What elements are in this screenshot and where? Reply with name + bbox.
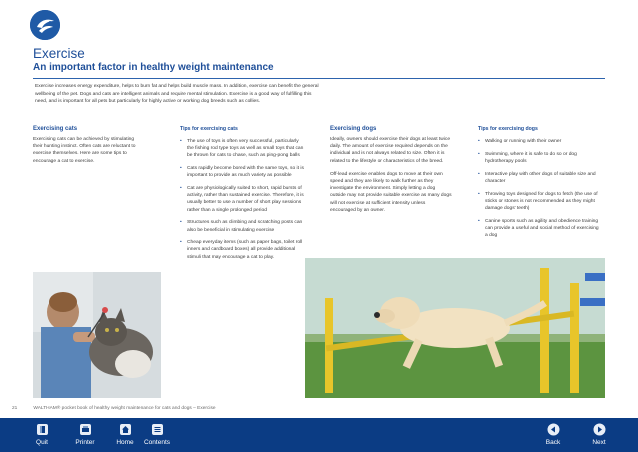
contents-button[interactable] xyxy=(140,418,174,452)
intro-paragraph: Exercise increases energy expenditure, helps to burn fat and helps build muscle mass. In addition, exercise can benefit the general wellbeing of the pet. Dogs and cats are intelligent animals and require mental stimulation. Exercise is a good way of fulfilling this need, and is important for all pets but particularly for highly active or working dog breeds such as collies. xyxy=(35,84,319,105)
quit-button[interactable] xyxy=(32,418,52,452)
exercising-dogs-section xyxy=(330,125,452,220)
tips-cats-heading: Tips for exercising cats xyxy=(180,126,238,132)
bottom-navigation-bar xyxy=(0,418,638,452)
contents-label: Contents xyxy=(143,439,171,446)
list-item: • Structures such as climbing and scratching posts can also be beneficial in stimulating exercise xyxy=(180,219,304,233)
page-subtitle: An important factor in healthy weight maintenance xyxy=(33,62,274,73)
home-label: Home xyxy=(116,439,134,446)
tips-dogs-section xyxy=(478,125,602,245)
footer-text: WALTHAM® pocket book of healthy weight maintenance for cats and dogs – Exercise xyxy=(33,406,216,411)
tips-dogs-list xyxy=(478,138,602,239)
tips-cats-section xyxy=(180,125,304,266)
exercising-cats-heading: Exercising cats xyxy=(33,126,78,132)
back-label: Back xyxy=(545,439,561,446)
home-icon xyxy=(119,423,132,436)
back-button[interactable] xyxy=(540,418,566,452)
printer-icon xyxy=(79,423,92,436)
contents-icon xyxy=(151,423,164,436)
quit-icon xyxy=(36,423,49,436)
page-number: 21 xyxy=(12,406,18,411)
exercising-cats-text: Exercising cats can be achieved by stimulating their hunting instinct. Often cats are reluctant to exercise themselves. Here are some tips to encourage a cat to exercise. xyxy=(33,137,136,164)
page-title: Exercise xyxy=(33,46,85,61)
list-item: • Swimming, where it is safe to do so or dog hydrotherapy pools xyxy=(478,151,602,165)
fish-swirl-logo-icon xyxy=(30,10,60,40)
next-button[interactable] xyxy=(586,418,612,452)
list-item: • Interactive play with other dogs of suitable size and character xyxy=(478,171,602,185)
next-arrow-icon xyxy=(593,423,606,436)
cat-playing-photo xyxy=(33,272,161,398)
list-item: • The use of toys is often very successful, particularly the fishing rod type toys as well as small toys that can be thrown for cats to chase, such as ping-pong balls xyxy=(180,138,304,160)
exercising-cats-section xyxy=(33,125,138,171)
printer-label: Printer xyxy=(75,439,95,446)
list-item: • Throwing toys designed for dogs to fetch (the use of sticks or stones is not recommended as they might damage dogs' teeth) xyxy=(478,191,602,213)
home-button[interactable] xyxy=(112,418,138,452)
exercising-dogs-heading: Exercising dogs xyxy=(330,126,377,132)
list-item: • Cats rapidly become bored with the same toys, so it is important to provide as much variety as possible xyxy=(180,165,304,179)
list-item: • Cheap everyday items (such as paper bags, toilet roll inners and cardboard boxes) all provide additional stimuli that may encourage a cat to play. xyxy=(180,239,304,261)
tips-dogs-heading: Tips for exercising dogs xyxy=(478,126,538,132)
list-item: • Canine sports such as agility and obedience training can provide a useful and social method of exercising a dog xyxy=(478,218,602,240)
next-label: Next xyxy=(592,439,606,446)
printer-button[interactable] xyxy=(70,418,100,452)
list-item: • Walking or running with their owner xyxy=(478,138,602,145)
exercising-dogs-paragraph: Off-lead exercise enables dogs to move at their own speed and they are likely to walk further as they investigate the environment. Simply letting a dog outside may not provide suitable exercise as many dogs will not exercise at sufficient intensity unless encouraged by an owner. xyxy=(330,171,452,213)
quit-label: Quit xyxy=(36,439,48,446)
dog-agility-photo xyxy=(305,258,605,398)
header-divider xyxy=(33,78,605,79)
tips-cats-list xyxy=(180,138,304,261)
footer xyxy=(12,406,216,411)
exercising-dogs-paragraph: Ideally, owners should exercise their dogs at least twice daily. The amount of exercise required depends on the individual and is not always related to size. Often it is related to the lifestyle or characteristics of the breed. xyxy=(330,137,451,164)
list-item: • Cat are physiologically suited to short, rapid bursts of activity, rather than sustained exercise. Therefore, it is usually better to use a number of short play sessions rather than a single prolonged period xyxy=(180,185,304,214)
back-arrow-icon xyxy=(547,423,560,436)
